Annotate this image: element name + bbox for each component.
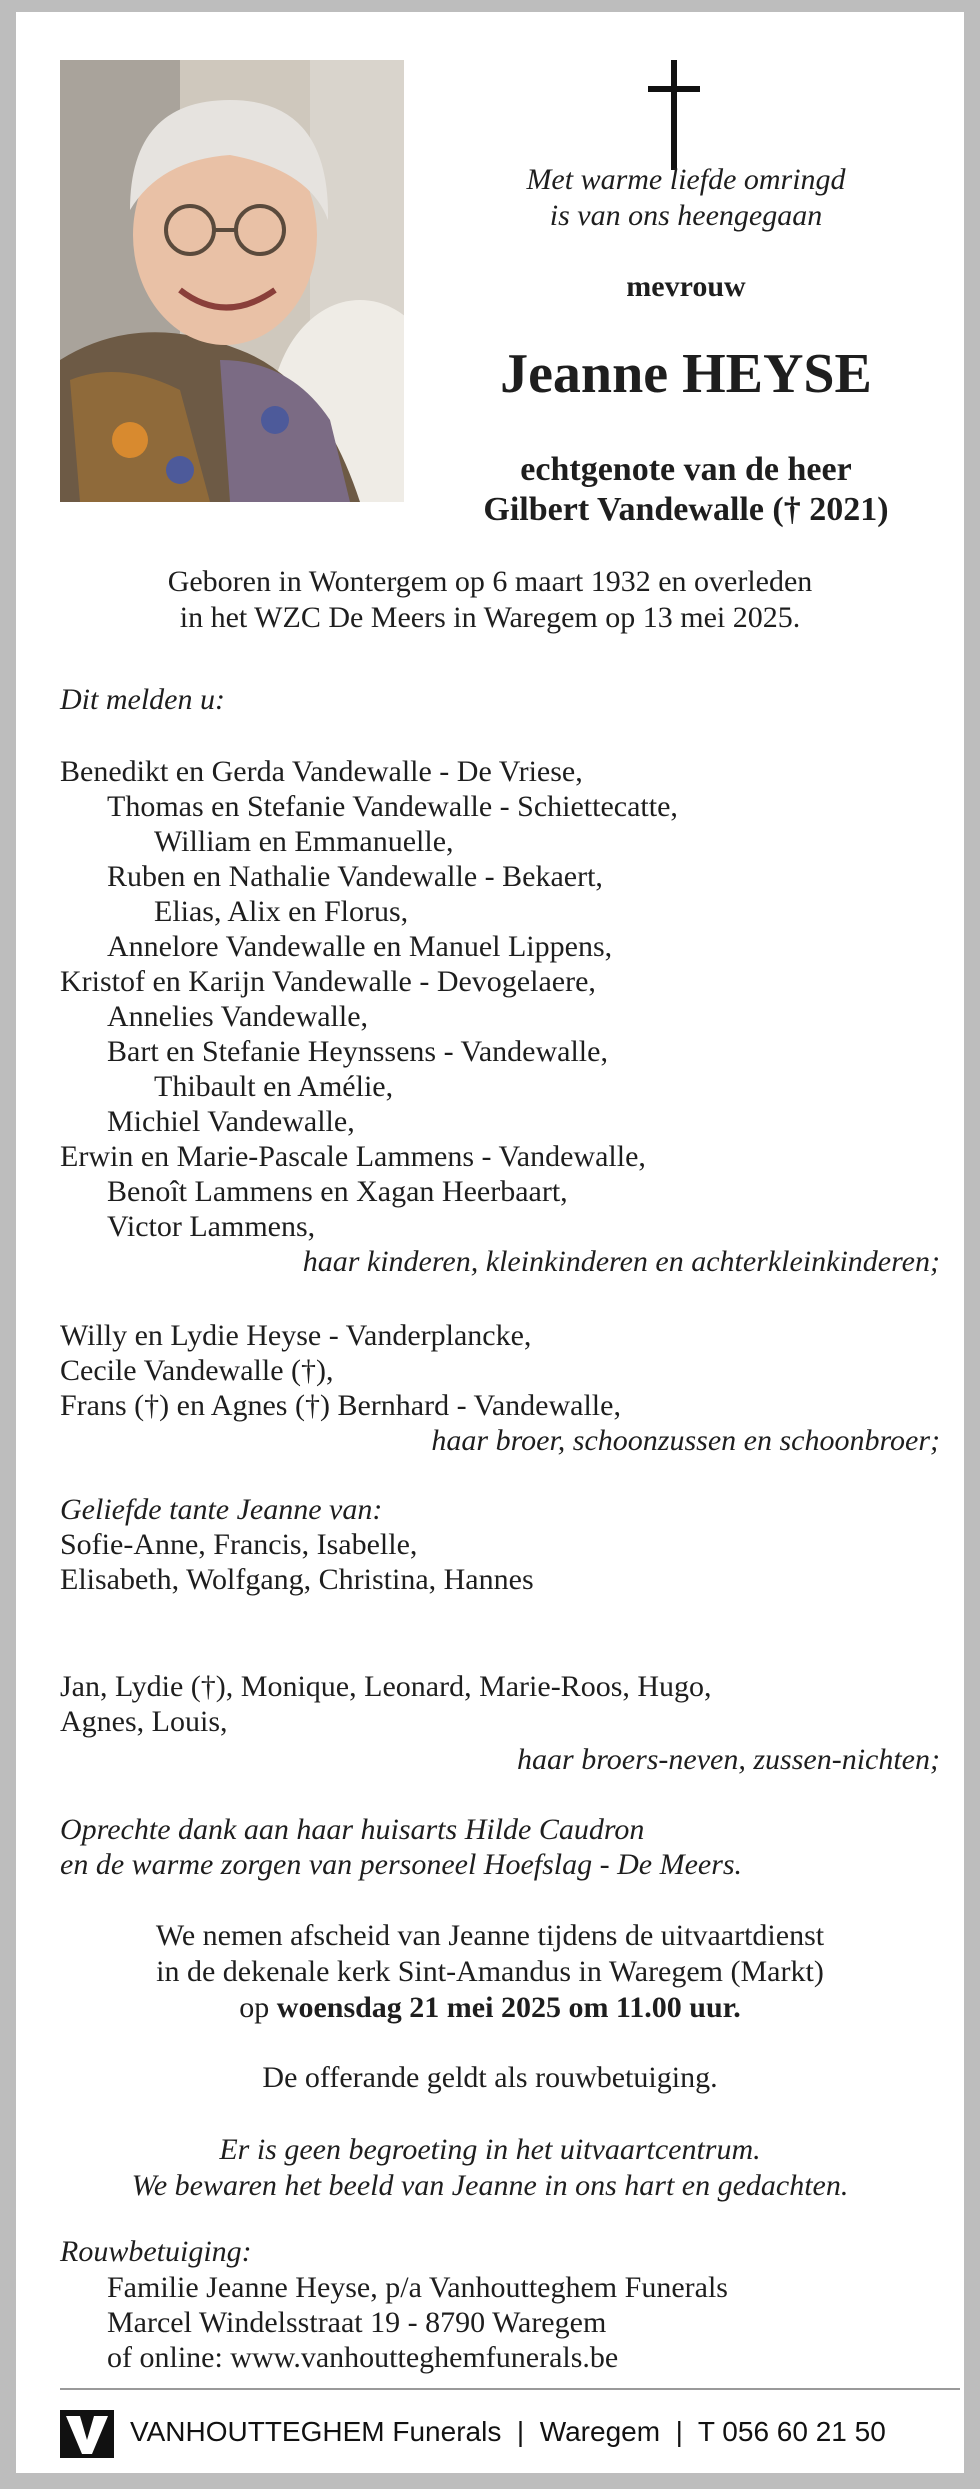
funeral-home-logo-icon — [60, 2410, 114, 2458]
thanks-line-2: en de warme zorgen van personeel Hoefslag - De Meers. — [60, 1848, 743, 1881]
service-datetime: woensdag 21 mei 2025 om 11.00 uur. — [276, 1991, 741, 2024]
family-line: Thomas en Stefanie Vandewalle - Schiettecatte, — [107, 790, 678, 823]
family-line: William en Emmanuelle, — [154, 825, 454, 858]
spouse-line-1: echtgenote van de heer — [520, 451, 852, 488]
intro-line-1: Met warme liefde omringd — [526, 163, 846, 196]
family-line: Willy en Lydie Heyse - Vanderplancke, — [60, 1319, 532, 1352]
family-line: Elias, Alix en Florus, — [154, 895, 409, 928]
footer-text: VANHOUTTEGHEM Funerals | Waregem | T 056 60 21 50 — [130, 2416, 886, 2447]
footer-divider — [60, 2388, 960, 2390]
portrait-illustration — [60, 60, 404, 502]
no-viewing-text — [60, 2132, 920, 2204]
family2-caption: haar broer, schoonzussen en schoonbroer; — [431, 1424, 940, 1457]
condolence-line-3[interactable]: of online: www.vanhoutteghemfunerals.be — [107, 2341, 619, 2374]
intro-text — [436, 162, 936, 234]
thanks-line-1: Oprechte dank aan haar huisarts Hilde Caudron — [60, 1813, 645, 1846]
aunt-label: Geliefde tante Jeanne van: — [60, 1493, 383, 1526]
aunt-line: Sofie-Anne, Francis, Isabelle, — [60, 1528, 418, 1561]
family-line: Frans (†) en Agnes (†) Bernhard - Vandewalle, — [60, 1389, 621, 1422]
cousins-caption: haar broers-neven, zussen-nichten; — [517, 1743, 940, 1776]
family-line: Benedikt en Gerda Vandewalle - De Vriese, — [60, 755, 583, 788]
cousins-line: Agnes, Louis, — [60, 1705, 228, 1738]
announce-label: Dit melden u: — [60, 683, 225, 716]
aunt-line: Elisabeth, Wolfgang, Christina, Hannes — [60, 1563, 534, 1596]
condolence-line-1: Familie Jeanne Heyse, p/a Vanhoutteghem Funerals — [107, 2271, 728, 2304]
family-line: Victor Lammens, — [107, 1210, 316, 1243]
footer — [60, 2402, 960, 2462]
title-prefix: mevrouw — [626, 270, 746, 303]
cousins-line: Jan, Lydie (†), Monique, Leonard, Marie-Roos, Hugo, — [60, 1670, 712, 1703]
family-line: Thibault en Amélie, — [154, 1070, 394, 1103]
family-line: Erwin en Marie-Pascale Lammens - Vandewalle, — [60, 1140, 646, 1173]
intro-line-2: is van ons heengegaan — [549, 199, 823, 232]
service-line-3: op woensdag 21 mei 2025 om 11.00 uur. — [239, 1991, 741, 2024]
family1-caption: haar kinderen, kleinkinderen en achterkleinkinderen; — [302, 1245, 940, 1278]
born-line-1: Geboren in Wontergem op 6 maart 1932 en overleden — [167, 565, 813, 598]
condolence-label: Rouwbetuiging: — [60, 2235, 252, 2268]
obituary-card — [16, 12, 964, 2473]
offering-text: De offerande geldt als rouwbetuiging. — [262, 2061, 718, 2094]
born-line-2: in het WZC De Meers in Waregem op 13 mei 2025. — [179, 601, 801, 634]
family-line: Kristof en Karijn Vandewalle - Devogelaere, — [60, 965, 596, 998]
service-line-1: We nemen afscheid van Jeanne tijdens de uitvaartdienst — [155, 1919, 825, 1952]
family-line: Bart en Stefanie Heynssens - Vandewalle, — [107, 1035, 608, 1068]
no-viewing-line-1: Er is geen begroeting in het uitvaartcentrum. — [219, 2133, 761, 2166]
service-info — [60, 1918, 920, 2026]
deceased-name: Jeanne HEYSE — [500, 343, 872, 405]
birth-death-info — [60, 564, 920, 636]
condolence-line-2: Marcel Windelsstraat 19 - 8790 Waregem — [107, 2306, 607, 2339]
spouse-info — [416, 450, 956, 530]
portrait-photo — [60, 60, 404, 502]
family-line: Annelies Vandewalle, — [107, 1000, 369, 1033]
service-line-2: in de dekenale kerk Sint-Amandus in Waregem (Markt) — [156, 1955, 824, 1988]
cross-icon — [644, 60, 704, 170]
family-line: Ruben en Nathalie Vandewalle - Bekaert, — [107, 860, 603, 893]
family-line: Michiel Vandewalle, — [107, 1105, 355, 1138]
family-line: Annelore Vandewalle en Manuel Lippens, — [107, 930, 613, 963]
family-line: Cecile Vandewalle (†), — [60, 1354, 334, 1387]
spouse-line-2: Gilbert Vandewalle († 2021) — [483, 491, 889, 528]
no-viewing-line-2: We bewaren het beeld van Jeanne in ons hart en gedachten. — [131, 2169, 849, 2202]
family-line: Benoît Lammens en Xagan Heerbaart, — [107, 1175, 568, 1208]
